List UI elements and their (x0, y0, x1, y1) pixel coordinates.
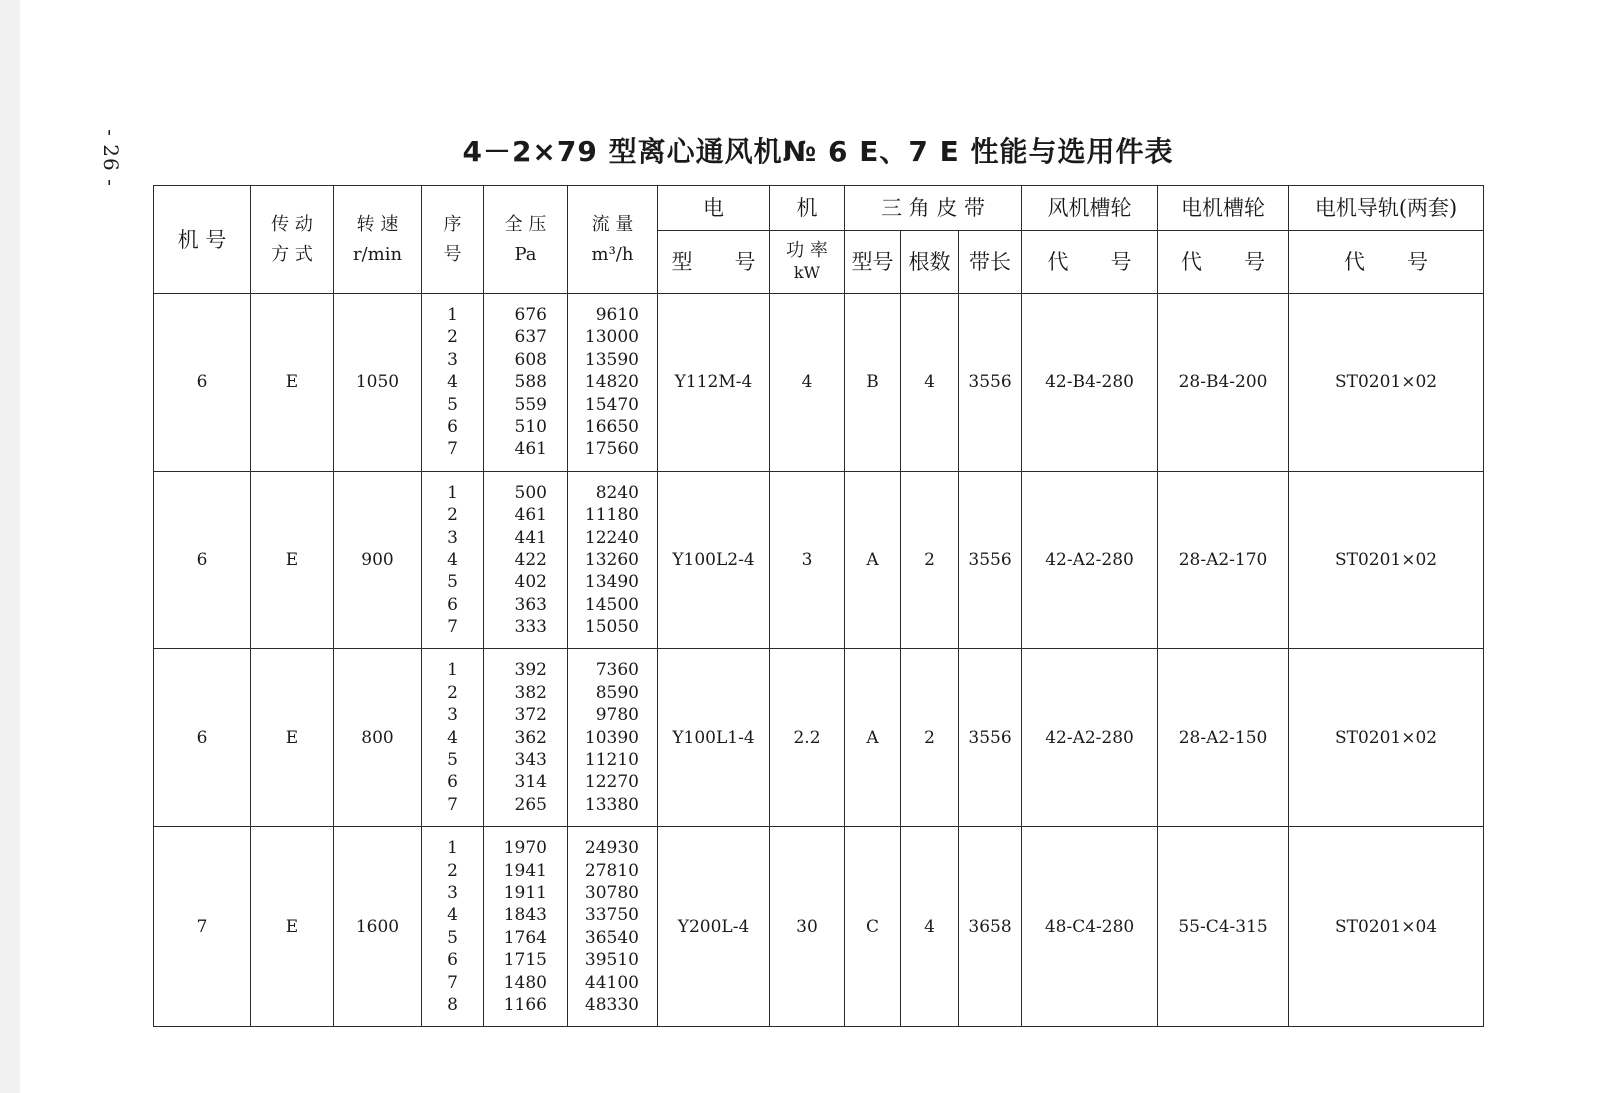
performance-table (153, 185, 1484, 1027)
cell-belt-length: 3658 (959, 827, 1022, 1027)
cell-seq-list (422, 304, 483, 461)
cell-flow-value: 13260 (584, 549, 639, 570)
cell-flow (568, 471, 658, 649)
header-drive-type-line2: 方 式 (271, 243, 313, 265)
cell-seq-list (422, 837, 483, 1016)
cell-motor-rail: ST0201×02 (1289, 649, 1484, 827)
cell-flow-value: 27810 (584, 860, 639, 881)
cell-pressure-value: 461 (514, 505, 547, 526)
cell-seq-value: 4 (447, 905, 458, 926)
cell-drive-type: E (251, 649, 334, 827)
cell-flow-value: 14820 (584, 372, 639, 393)
cell-flow (568, 649, 658, 827)
cell-pressure-value: 265 (514, 794, 547, 815)
cell-fan-pulley: 42-B4-280 (1022, 294, 1158, 472)
cell-seq (422, 827, 484, 1027)
cell-speed: 800 (334, 649, 422, 827)
cell-belt-count: 4 (901, 827, 959, 1027)
cell-motor-power: 4 (770, 294, 845, 472)
header-speed-line2: r/min (352, 243, 403, 265)
header-belt-length: 带长 (959, 231, 1022, 294)
cell-motor-power: 2.2 (770, 649, 845, 827)
scan-edge-shadow (0, 0, 20, 1093)
cell-belt-length: 3556 (959, 649, 1022, 827)
header-fan-pulley-code: 代 号 (1022, 231, 1158, 294)
cell-seq-value: 7 (447, 617, 458, 638)
cell-flow-value: 8240 (595, 482, 639, 503)
cell-belt-count: 2 (901, 649, 959, 827)
cell-seq-value: 3 (447, 527, 458, 548)
cell-seq-value: 7 (447, 972, 458, 993)
header-motor-rail: 电机导轨(两套) (1289, 186, 1484, 231)
cell-speed: 1050 (334, 294, 422, 472)
cell-motor-rail: ST0201×04 (1289, 827, 1484, 1027)
cell-pressure-value: 343 (514, 750, 547, 771)
header-motor-b: 机 (770, 186, 845, 231)
header-flow (568, 186, 658, 294)
header-pressure-line2: Pa (514, 243, 537, 265)
cell-drive-type: E (251, 471, 334, 649)
cell-belt-model: C (845, 827, 901, 1027)
cell-flow-value: 48330 (584, 994, 639, 1015)
page-number-text: - 26 - (99, 129, 123, 187)
header-seq-line2: 号 (443, 243, 462, 265)
cell-pressure-list (484, 304, 567, 461)
cell-pressure (484, 827, 568, 1027)
cell-pressure-value: 500 (514, 482, 547, 503)
cell-flow-value: 11210 (584, 750, 639, 771)
cell-pressure-value: 1843 (503, 905, 547, 926)
cell-fan-pulley: 48-C4-280 (1022, 827, 1158, 1027)
cell-pressure-value: 314 (514, 772, 547, 793)
cell-flow-value: 16650 (584, 416, 639, 437)
cell-flow-value: 13590 (584, 349, 639, 370)
cell-motor-rail: ST0201×02 (1289, 471, 1484, 649)
cell-pressure-list (484, 482, 567, 639)
table-row (154, 827, 1484, 1027)
cell-pressure-value: 363 (514, 594, 547, 615)
cell-flow-value: 17560 (584, 439, 639, 460)
header-pressure-line1: 全 压 (504, 213, 547, 235)
cell-seq-value: 4 (447, 549, 458, 570)
cell-pressure-value: 676 (514, 305, 547, 325)
header-seq (422, 186, 484, 294)
cell-flow-list (568, 659, 657, 816)
cell-seq-value: 7 (447, 439, 458, 460)
table-row (154, 649, 1484, 827)
header-fan-pulley: 风机槽轮 (1022, 186, 1158, 231)
table-row (154, 294, 1484, 472)
header-motor-power-line1: 功 率 (786, 240, 828, 261)
cell-seq-value: 6 (447, 416, 458, 437)
cell-flow-value: 11180 (584, 505, 639, 526)
header-motor-pulley-code: 代 号 (1158, 231, 1289, 294)
header-speed (334, 186, 422, 294)
cell-seq-value: 3 (447, 705, 458, 726)
cell-flow-value: 15470 (584, 394, 639, 415)
cell-fan-pulley: 42-A2-280 (1022, 471, 1158, 649)
cell-motor-pulley: 28-B4-200 (1158, 294, 1289, 472)
cell-pressure (484, 471, 568, 649)
cell-motor-power: 30 (770, 827, 845, 1027)
header-motor-power (770, 231, 845, 294)
cell-seq-value: 6 (447, 950, 458, 971)
cell-seq (422, 649, 484, 827)
cell-belt-model: A (845, 649, 901, 827)
header-motor-rail-code: 代 号 (1289, 231, 1484, 294)
cell-pressure-value: 333 (514, 617, 547, 638)
cell-seq-list (422, 659, 483, 816)
cell-seq-value: 5 (447, 572, 458, 593)
header-motor-power-line2: kW (793, 263, 821, 282)
cell-motor-model: Y112M-4 (658, 294, 770, 472)
cell-motor-pulley: 55-C4-315 (1158, 827, 1289, 1027)
cell-seq-value: 5 (447, 750, 458, 771)
cell-pressure-value: 588 (514, 372, 547, 393)
cell-seq-value: 7 (447, 794, 458, 815)
cell-flow-value: 44100 (584, 972, 639, 993)
cell-seq-value: 5 (447, 394, 458, 415)
cell-pressure-value: 441 (514, 527, 547, 548)
cell-belt-length: 3556 (959, 471, 1022, 649)
header-flow-line2: m³/h (591, 243, 634, 265)
cell-flow-value: 13380 (584, 794, 639, 815)
cell-seq-value: 8 (447, 994, 458, 1015)
header-speed-line1: 转 速 (356, 213, 399, 235)
cell-pressure-list (484, 659, 567, 816)
cell-motor-pulley: 28-A2-150 (1158, 649, 1289, 827)
cell-flow-value: 14500 (584, 594, 639, 615)
cell-pressure-value: 1941 (503, 860, 547, 881)
cell-seq-value: 1 (447, 660, 458, 681)
cell-fan-pulley: 42-A2-280 (1022, 649, 1158, 827)
cell-flow-value: 39510 (584, 950, 639, 971)
header-flow-line1: 流 量 (591, 213, 634, 235)
page-title: 4－2×79 型离心通风机№ 6 E、7 E 性能与选用件表 (462, 135, 1174, 168)
cell-pressure-value: 402 (514, 572, 547, 593)
cell-pressure-value: 362 (514, 727, 547, 748)
cell-seq-value: 3 (447, 349, 458, 370)
header-belt-model: 型号 (845, 231, 901, 294)
cell-flow (568, 827, 658, 1027)
cell-seq-value: 2 (447, 505, 458, 526)
cell-speed: 900 (334, 471, 422, 649)
cell-motor-rail: ST0201×02 (1289, 294, 1484, 472)
cell-seq-value: 6 (447, 594, 458, 615)
cell-speed: 1600 (334, 827, 422, 1027)
cell-belt-count: 2 (901, 471, 959, 649)
cell-pressure-value: 1166 (503, 994, 547, 1015)
cell-flow-value: 15050 (584, 617, 639, 638)
header-belt-count: 根数 (901, 231, 959, 294)
cell-motor-model: Y100L2-4 (658, 471, 770, 649)
cell-pressure-value: 372 (514, 705, 547, 726)
cell-flow-value: 12270 (584, 772, 639, 793)
cell-seq-value: 4 (447, 727, 458, 748)
cell-pressure-value: 1480 (503, 972, 547, 993)
cell-pressure-value: 1911 (503, 882, 547, 903)
cell-motor-model: Y100L1-4 (658, 649, 770, 827)
cell-seq-value: 1 (447, 482, 458, 503)
cell-belt-length: 3556 (959, 294, 1022, 472)
cell-flow-list (568, 482, 657, 639)
cell-flow-value: 10390 (584, 727, 639, 748)
cell-belt-model: A (845, 471, 901, 649)
cell-pressure-value: 392 (514, 660, 547, 681)
header-drive-type-line1: 传 动 (271, 213, 313, 235)
cell-seq-value: 3 (447, 882, 458, 903)
cell-belt-model: B (845, 294, 901, 472)
cell-flow-value: 12240 (584, 527, 639, 548)
header-motor-model: 型 号 (658, 231, 770, 294)
cell-machine-no: 7 (154, 827, 251, 1027)
cell-pressure (484, 649, 568, 827)
cell-seq (422, 471, 484, 649)
header-seq-line1: 序 (443, 213, 462, 235)
cell-flow-value: 13490 (584, 572, 639, 593)
cell-seq-value: 4 (447, 372, 458, 393)
cell-belt-count: 4 (901, 294, 959, 472)
table-body (154, 294, 1484, 1027)
cell-pressure-list (484, 837, 567, 1016)
cell-seq-value: 1 (447, 305, 458, 325)
cell-pressure-value: 559 (514, 394, 547, 415)
header-pressure (484, 186, 568, 294)
cell-pressure-value: 1715 (503, 950, 547, 971)
cell-motor-power: 3 (770, 471, 845, 649)
header-motor-pulley: 电机槽轮 (1158, 186, 1289, 231)
cell-seq-value: 5 (447, 927, 458, 948)
cell-pressure-value: 422 (514, 549, 547, 570)
cell-seq (422, 294, 484, 472)
page-number (96, 118, 126, 198)
cell-flow-value: 9610 (595, 305, 639, 325)
cell-drive-type: E (251, 294, 334, 472)
cell-flow-value: 8590 (595, 682, 639, 703)
cell-pressure-value: 1764 (503, 927, 547, 948)
cell-pressure-value: 1970 (503, 838, 547, 859)
cell-flow-value: 7360 (595, 660, 639, 681)
table-header (154, 186, 1484, 294)
cell-flow-list (568, 837, 657, 1016)
cell-seq-list (422, 482, 483, 639)
cell-flow-value: 13000 (584, 327, 639, 348)
cell-drive-type: E (251, 827, 334, 1027)
cell-seq-value: 6 (447, 772, 458, 793)
cell-motor-pulley: 28-A2-170 (1158, 471, 1289, 649)
cell-pressure-value: 637 (514, 327, 547, 348)
cell-pressure (484, 294, 568, 472)
cell-seq-value: 1 (447, 838, 458, 859)
cell-machine-no: 6 (154, 649, 251, 827)
header-drive-type (251, 186, 334, 294)
cell-machine-no: 6 (154, 471, 251, 649)
cell-flow-value: 30780 (584, 882, 639, 903)
table-row (154, 471, 1484, 649)
cell-flow-value: 33750 (584, 905, 639, 926)
header-belt: 三 角 皮 带 (845, 186, 1022, 231)
cell-flow-value: 36540 (584, 927, 639, 948)
cell-motor-model: Y200L-4 (658, 827, 770, 1027)
cell-pressure-value: 608 (514, 349, 547, 370)
cell-flow-list (568, 304, 657, 461)
cell-seq-value: 2 (447, 682, 458, 703)
cell-pressure-value: 461 (514, 439, 547, 460)
cell-flow-value: 24930 (584, 838, 639, 859)
cell-machine-no: 6 (154, 294, 251, 472)
cell-seq-value: 2 (447, 327, 458, 348)
cell-pressure-value: 382 (514, 682, 547, 703)
cell-seq-value: 2 (447, 860, 458, 881)
header-machine-no: 机 号 (154, 186, 251, 294)
header-motor-a: 电 (658, 186, 770, 231)
cell-flow (568, 294, 658, 472)
cell-flow-value: 9780 (595, 705, 639, 726)
cell-pressure-value: 510 (514, 416, 547, 437)
